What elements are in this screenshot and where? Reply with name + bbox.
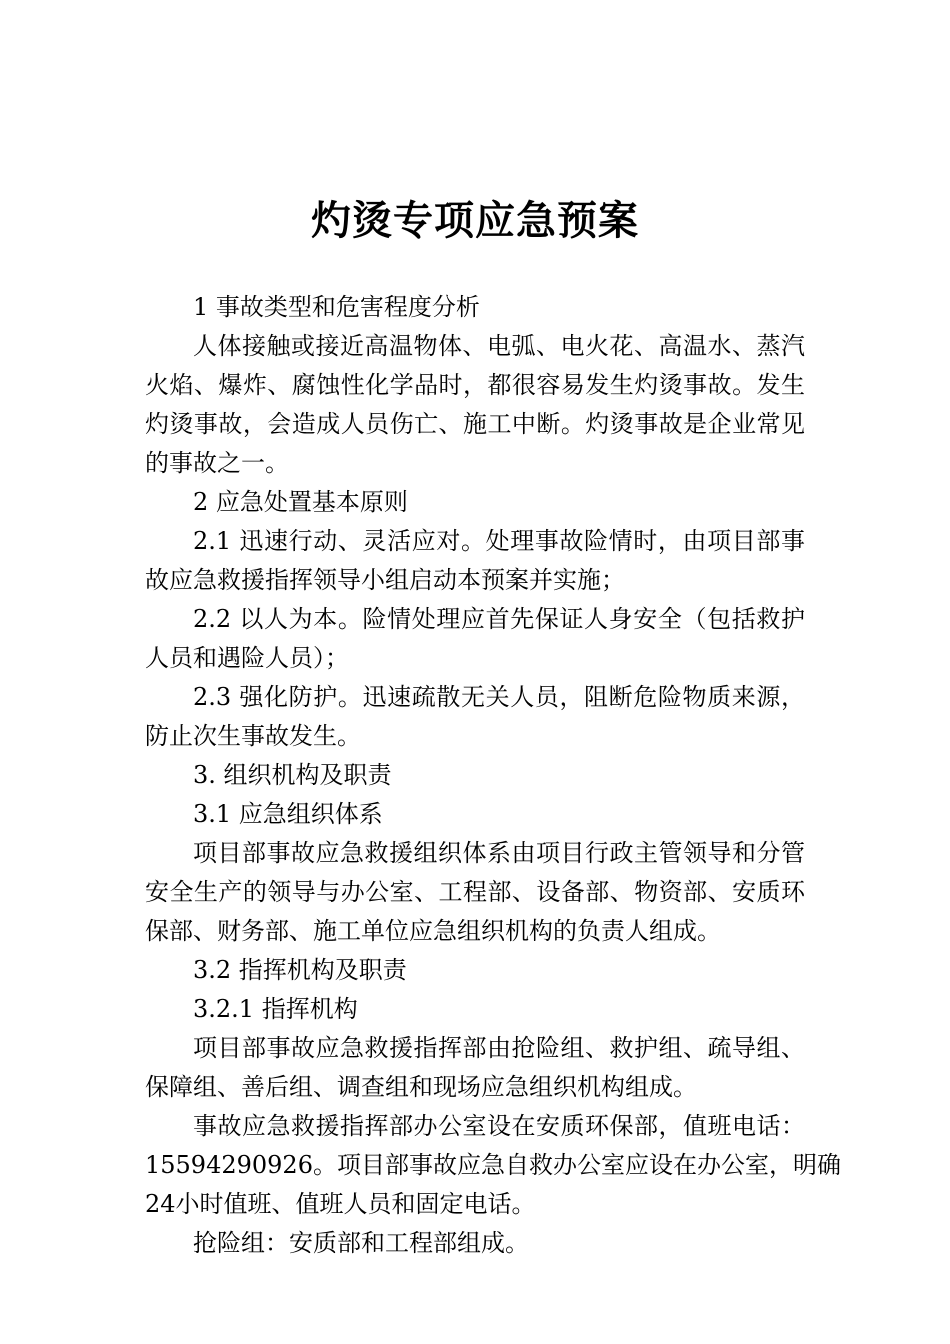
paragraph-line: 3.2.1 指挥机构 — [193, 995, 358, 1023]
paragraph-line: 2.2 以人为本。险情处理应首先保证人身安全（包括救护 — [193, 605, 805, 633]
paragraph — [145, 990, 805, 1029]
paragraph-line: 项目部事故应急救援指挥部由抢险组、救护组、疏导组、 — [193, 1034, 805, 1062]
paragraph-line: 3. 组织机构及职责 — [193, 761, 392, 789]
paragraph-line: 2.3 强化防护。迅速疏散无关人员，阻断危险物质来源， — [193, 683, 805, 711]
paragraph — [145, 1029, 805, 1107]
paragraph — [145, 1224, 805, 1263]
paragraph-line: 项目部事故应急救援组织体系由项目行政主管领导和分管 — [193, 839, 805, 867]
paragraph — [145, 678, 805, 756]
paragraph-line: 3.2 指挥机构及职责 — [193, 956, 407, 984]
paragraph — [145, 600, 805, 678]
paragraph — [145, 756, 805, 795]
paragraph-line: 抢险组：安质部和工程部组成。 — [193, 1229, 529, 1257]
paragraph-line: 保障组、善后组、调查组和现场应急组织机构组成。 — [145, 1073, 697, 1101]
paragraph-line: 3.1 应急组织体系 — [193, 800, 383, 828]
paragraph-line: 15594290926。项目部事故应急自救办公室应设在办公室，明确 — [145, 1151, 841, 1179]
paragraph — [145, 288, 805, 327]
paragraph-line: 人员和遇险人员）； — [145, 644, 349, 672]
paragraph-line: 的事故之一。 — [145, 449, 289, 477]
paragraph — [145, 951, 805, 990]
paragraph-line: 事故应急救援指挥部办公室设在安质环保部，值班电话： — [193, 1112, 805, 1140]
paragraph-line: 24小时值班、值班人员和固定电话。 — [145, 1190, 536, 1218]
paragraph-line: 防止次生事故发生。 — [145, 722, 361, 750]
paragraph-line: 人体接触或接近高温物体、电弧、电火花、高温水、蒸汽 — [193, 332, 805, 360]
paragraph — [145, 795, 805, 834]
paragraph-line: 2.1 迅速行动、灵活应对。处理事故险情时，由项目部事 — [193, 527, 805, 555]
paragraph-line: 火焰、爆炸、腐蚀性化学品时，都很容易发生灼烫事故。发生 — [145, 371, 805, 399]
paragraph — [145, 483, 805, 522]
paragraph-line: 灼烫事故，会造成人员伤亡、施工中断。灼烫事故是企业常见 — [145, 410, 805, 438]
paragraph-line: 1 事故类型和危害程度分析 — [193, 293, 480, 321]
paragraph-line: 故应急救援指挥领导小组启动本预案并实施； — [145, 566, 625, 594]
paragraph-line: 2 应急处置基本原则 — [193, 488, 408, 516]
document-body — [145, 288, 841, 1263]
paragraph — [145, 834, 805, 951]
document-title: 灼烫专项应急预案 — [311, 197, 639, 244]
paragraph — [145, 1107, 841, 1224]
paragraph — [145, 522, 805, 600]
paragraph — [145, 327, 805, 483]
paragraph-line: 保部、财务部、施工单位应急组织机构的负责人组成。 — [145, 917, 721, 945]
paragraph-line: 安全生产的领导与办公室、工程部、设备部、物资部、安质环 — [145, 878, 805, 906]
